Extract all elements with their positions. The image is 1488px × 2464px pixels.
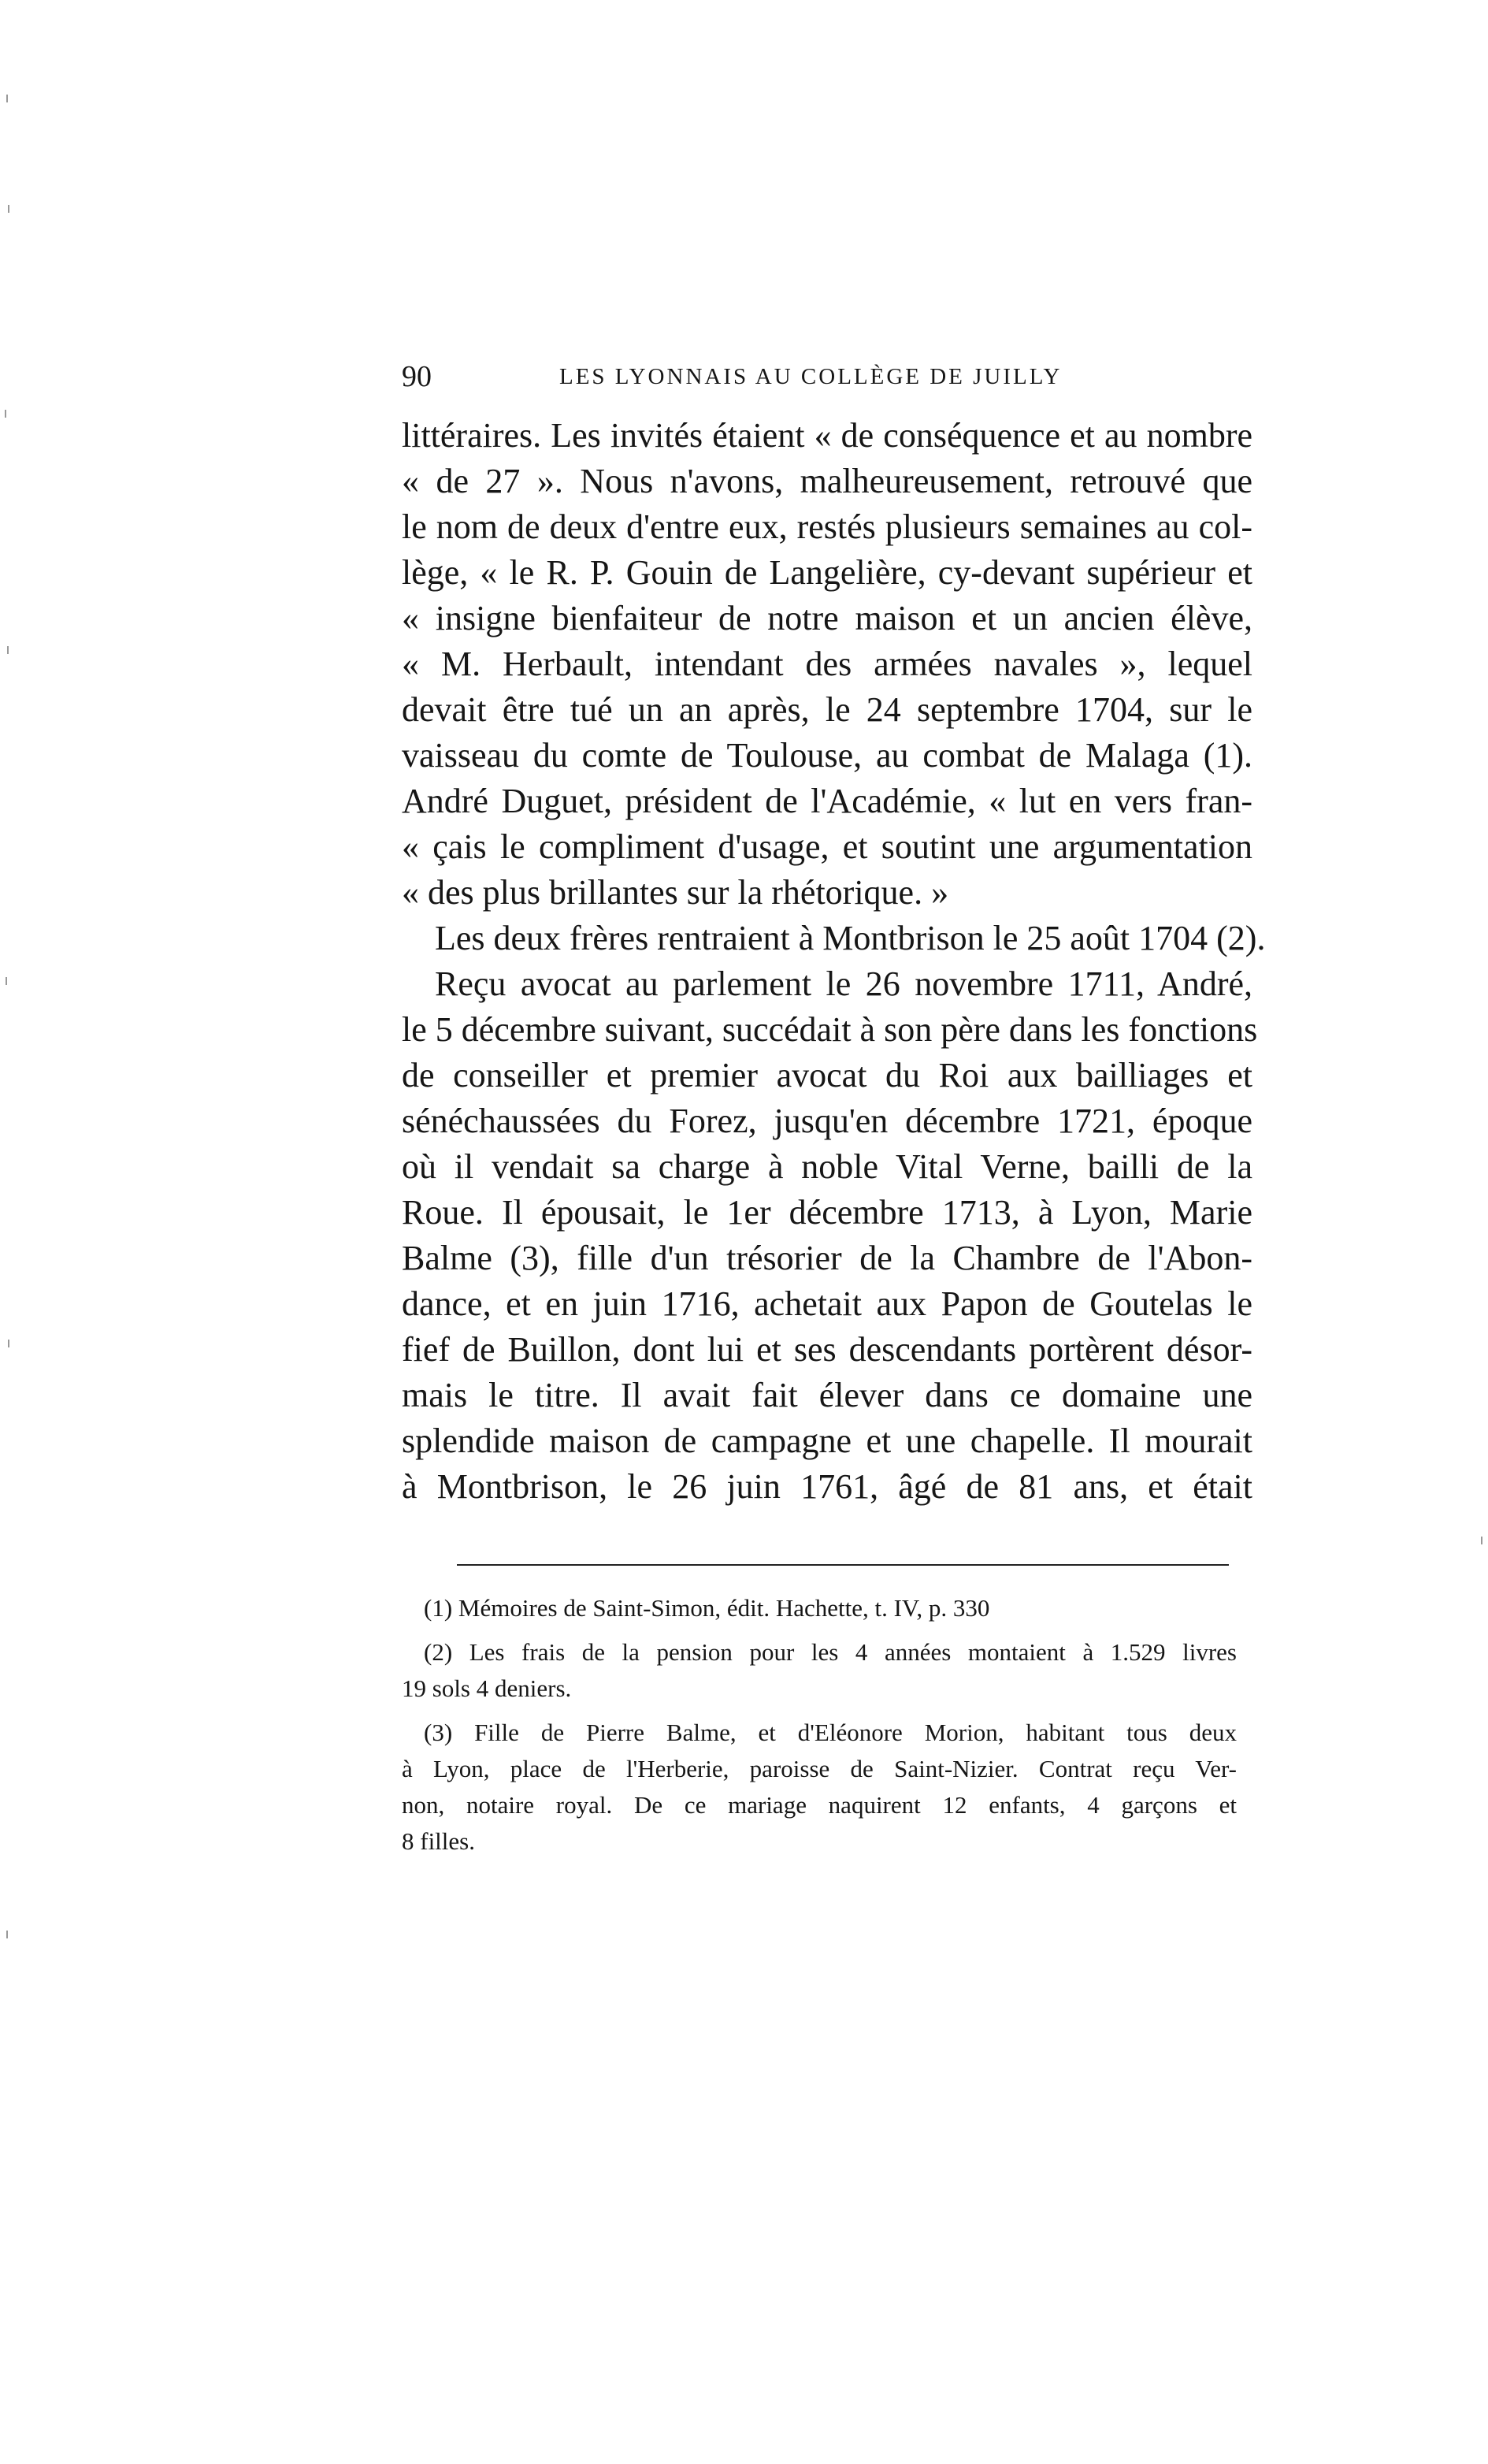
body-line: mais le titre. Il avait fait élever dans ce domaine une [402, 1376, 1252, 1414]
footnote-line: à Lyon, place de l'Herberie, paroisse de Saint-Nizier. Contrat reçu Ver- [402, 1755, 1237, 1782]
body-line: « de 27 ». Nous n'avons, malheureusement, retrouvé que [402, 462, 1252, 500]
footnote-line: 19 sols 4 deniers. [402, 1674, 572, 1702]
body-line: le nom de deux d'entre eux, restés plusieurs semaines au col- [402, 507, 1252, 546]
body-line: « çais le compliment d'usage, et soutint une argumentation [402, 827, 1252, 866]
body-line: André Duguet, président de l'Académie, « lut en vers fran- [402, 782, 1252, 820]
footnote-line: (3) Fille de Pierre Balme, et d'Eléonore Morion, habitant tous deux [424, 1719, 1237, 1746]
body-line: splendide maison de campagne et une chapelle. Il mourait [402, 1422, 1252, 1460]
body-line: dance, et en juin 1716, achetait aux Papon de Goutelas le [402, 1284, 1252, 1323]
scan-speck [7, 646, 9, 654]
footnote-line: (1) Mémoires de Saint-Simon, édit. Hachette, t. IV, p. 330 [424, 1594, 990, 1622]
body-line: devait être tué un an après, le 24 septembre 1704, sur le [402, 690, 1252, 729]
scan-speck [6, 95, 8, 102]
body-line: sénéchaussées du Forez, jusqu'en décembre 1721, époque [402, 1102, 1252, 1140]
body-line: à Montbrison, le 26 juin 1761, âgé de 81 ans, et était [402, 1467, 1252, 1506]
scan-speck [8, 205, 9, 213]
body-line: fief de Buillon, dont lui et ses descendants portèrent désor- [402, 1330, 1252, 1369]
body-line: Reçu avocat au parlement le 26 novembre 1711, André, [435, 964, 1252, 1003]
body-line: lège, « le R. P. Gouin de Langelière, cy-devant supérieur et [402, 553, 1252, 592]
footnotes [402, 1590, 1237, 1860]
footnote-line: (2) Les frais de la pension pour les 4 années montaient à 1.529 livres [424, 1638, 1237, 1666]
body-line: Balme (3), fille d'un trésorier de la Chambre de l'Abon- [402, 1239, 1252, 1277]
footnote-rule [457, 1564, 1229, 1566]
body-line: Les deux frères rentraient à Montbrison le 25 août 1704 (2). [435, 919, 1266, 957]
scan-speck [8, 1340, 9, 1347]
running-title: LES LYONNAIS AU COLLÈGE DE JUILLY [559, 364, 1063, 389]
running-head [402, 353, 1252, 400]
scan-speck [5, 410, 6, 418]
scan-speck [6, 977, 7, 985]
body-line: où il vendait sa charge à noble Vital Verne, bailli de la [402, 1147, 1252, 1186]
page-number: 90 [402, 360, 432, 393]
footnote-line: non, notaire royal. De ce mariage naquirent 12 enfants, 4 garçons et [402, 1791, 1237, 1819]
body-line: de conseiller et premier avocat du Roi aux bailliages et [402, 1056, 1252, 1094]
scan-speck [6, 1931, 8, 1938]
body-line: le 5 décembre suivant, succédait à son père dans les fonctions [402, 1010, 1258, 1049]
footnote-line: 8 filles. [402, 1827, 475, 1855]
body-line: vaisseau du comte de Toulouse, au combat de Malaga (1). [402, 736, 1252, 775]
body-line: « M. Herbault, intendant des armées navales », lequel [402, 645, 1252, 683]
body-line: Roue. Il épousait, le 1er décembre 1713, à Lyon, Marie [402, 1193, 1252, 1232]
body-line: « des plus brillantes sur la rhétorique. » [402, 873, 949, 912]
body-text [402, 413, 1266, 1510]
scan-speck [1481, 1537, 1482, 1544]
body-line: littéraires. Les invités étaient « de conséquence et au nombre [402, 416, 1252, 455]
body-line: « insigne bienfaiteur de notre maison et un ancien élève, [402, 599, 1252, 637]
